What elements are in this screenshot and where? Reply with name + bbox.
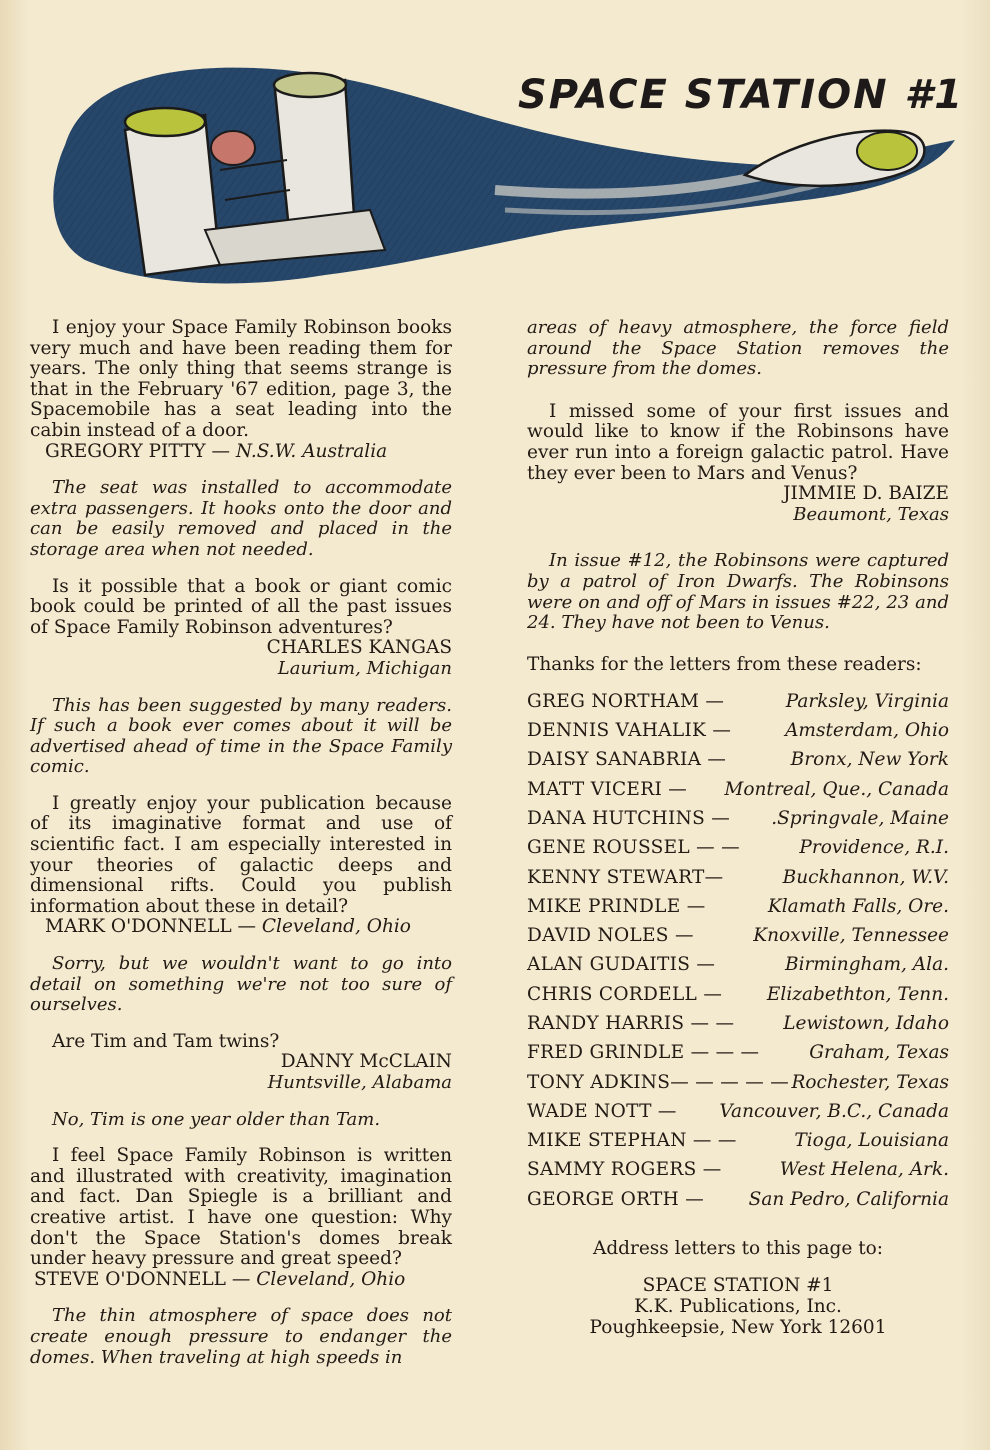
reader-entry: RANDY HARRIS — — Lewistown, Idaho xyxy=(527,1012,949,1034)
reader-entry: WADE NOTT — Vancouver, B.C., Canada xyxy=(527,1100,949,1122)
signature-name: CHARLES KANGAS xyxy=(266,637,452,659)
page-title: SPACE STATION #1 xyxy=(518,72,965,118)
reader-entry: GEORGE ORTH — San Pedro, California xyxy=(527,1188,949,1210)
editor-reply: No, Tim is one year older than Tam. xyxy=(52,1108,381,1130)
letter-text: I missed some of your first issues and would like to know if the Robinsons have ever run into a foreign galactic patrol. Have they ever been to Mars and Venus? xyxy=(527,400,949,484)
signature-name: JIMMIE D. BAIZE xyxy=(783,483,949,505)
editor-reply-continued: areas of heavy atmosphere, the force field around the Space Station removes the pressure from the domes. xyxy=(527,317,949,380)
reader-entry: MIKE STEPHAN — — Tioga, Louisiana xyxy=(527,1130,949,1152)
signature-place: Beaumont, Texas xyxy=(793,503,949,525)
address-line: Poughkeepsie, New York 12601 xyxy=(589,1317,887,1339)
reader-entry: MATT VICERI — Montreal, Que., Canada xyxy=(527,778,949,800)
editor-reply: The thin atmosphere of space does not create enough pressure to endanger the domes. When traveling at high speeds in xyxy=(30,1305,452,1368)
reader-list xyxy=(527,687,949,1214)
reader-entry: DENNIS VAHALIK — Amsterdam, Ohio xyxy=(527,720,949,742)
signature-place: Cleveland, Ohio xyxy=(256,1268,406,1290)
thanks-heading: Thanks for the letters from these readers: xyxy=(527,653,922,675)
reader-entry: DAISY SANABRIA — Bronx, New York xyxy=(527,749,949,771)
signature-place: N.S.W. Australia xyxy=(235,440,388,462)
reader-entry: CHRIS CORDELL — Elizabethton, Tenn. xyxy=(527,983,949,1005)
address-line: SPACE STATION #1 xyxy=(642,1275,834,1297)
letter-text: I greatly enjoy your publication because of its imaginative format and use of scientific fact. I am especially interested in your theories of galactic deeps and dimensional rifts. Could you publish information about these in detail? xyxy=(30,792,452,917)
reader-entry: TONY ADKINS— — — — — Rochester, Texas xyxy=(527,1071,949,1093)
letter-text: Is it possible that a book or giant comic book could be printed of all the past issues of Space Family Robinson adventures? xyxy=(30,575,452,638)
signature-name: MARK O'DONNELL — xyxy=(45,916,257,938)
signature-place: Cleveland, Ohio xyxy=(261,916,411,938)
reader-entry: DAVID NOLES — Knoxville, Tennessee xyxy=(527,925,949,947)
signature-name: GREGORY PITTY — xyxy=(45,440,230,462)
letter-signature xyxy=(30,917,452,938)
signature-place: Laurium, Michigan xyxy=(277,657,452,679)
letters-column-right xyxy=(527,318,949,1338)
letter-text: I enjoy your Space Family Robinson books very much and have been reading them for years. The only thing that seems strange is that in the February '67 edition, page 3, the Spacemobile has a seat leading into the cabin instead of a door. xyxy=(30,317,452,441)
signature-name: DANNY McCLAIN xyxy=(280,1051,452,1073)
reader-entry: ALAN GUDAITIS — Birmingham, Ala. xyxy=(527,954,949,976)
signature-name: STEVE O'DONNELL — xyxy=(34,1268,251,1290)
letter-signature xyxy=(30,1270,452,1291)
letters-column-left xyxy=(30,318,452,1368)
reader-entry: GENE ROUSSEL — — Providence, R.I. xyxy=(527,837,949,859)
editor-reply: Sorry, but we wouldn't want to go into detail on something we're not too sure of ourselves. xyxy=(30,953,452,1016)
reader-entry: FRED GRINDLE — — — Graham, Texas xyxy=(527,1042,949,1064)
editor-reply: The seat was installed to accommodate extra passengers. It hooks onto the door and can be easily removed and placed in the storage area when not needed. xyxy=(30,477,452,560)
reader-entry: DANA HUTCHINS — .Springvale, Maine xyxy=(527,807,949,829)
address-heading: Address letters to this page to: xyxy=(592,1238,884,1260)
reader-entry: GREG NORTHAM — Parksley, Virginia xyxy=(527,690,949,712)
address-line: K.K. Publications, Inc. xyxy=(634,1296,842,1318)
reader-entry: MIKE PRINDLE — Klamath Falls, Ore. xyxy=(527,895,949,917)
reader-entry: KENNY STEWART— Buckhannon, W.V. xyxy=(527,866,949,888)
letter-text: Are Tim and Tam twins? xyxy=(52,1030,280,1052)
editor-reply: In issue #12, the Robinsons were captured by a patrol of Iron Dwarfs. The Robinsons were on and off of Mars in issues #22, 23 and 24. They have not been to Venus. xyxy=(527,550,949,634)
editor-reply: This has been suggested by many readers. If such a book ever comes about it will be advertised ahead of time in the Space Family comic. xyxy=(30,694,452,778)
letter-signature xyxy=(30,442,452,463)
reader-entry: SAMMY ROGERS — West Helena, Ark. xyxy=(527,1159,949,1181)
letter-text: I feel Space Family Robinson is written and illustrated with creativity, imagination and fact. Dan Spiegle is a brilliant and creative artist. I have one question: Why don't the Space Station's domes break under heavy pressure and great speed? xyxy=(30,1145,452,1270)
signature-place: Huntsville, Alabama xyxy=(267,1072,452,1093)
